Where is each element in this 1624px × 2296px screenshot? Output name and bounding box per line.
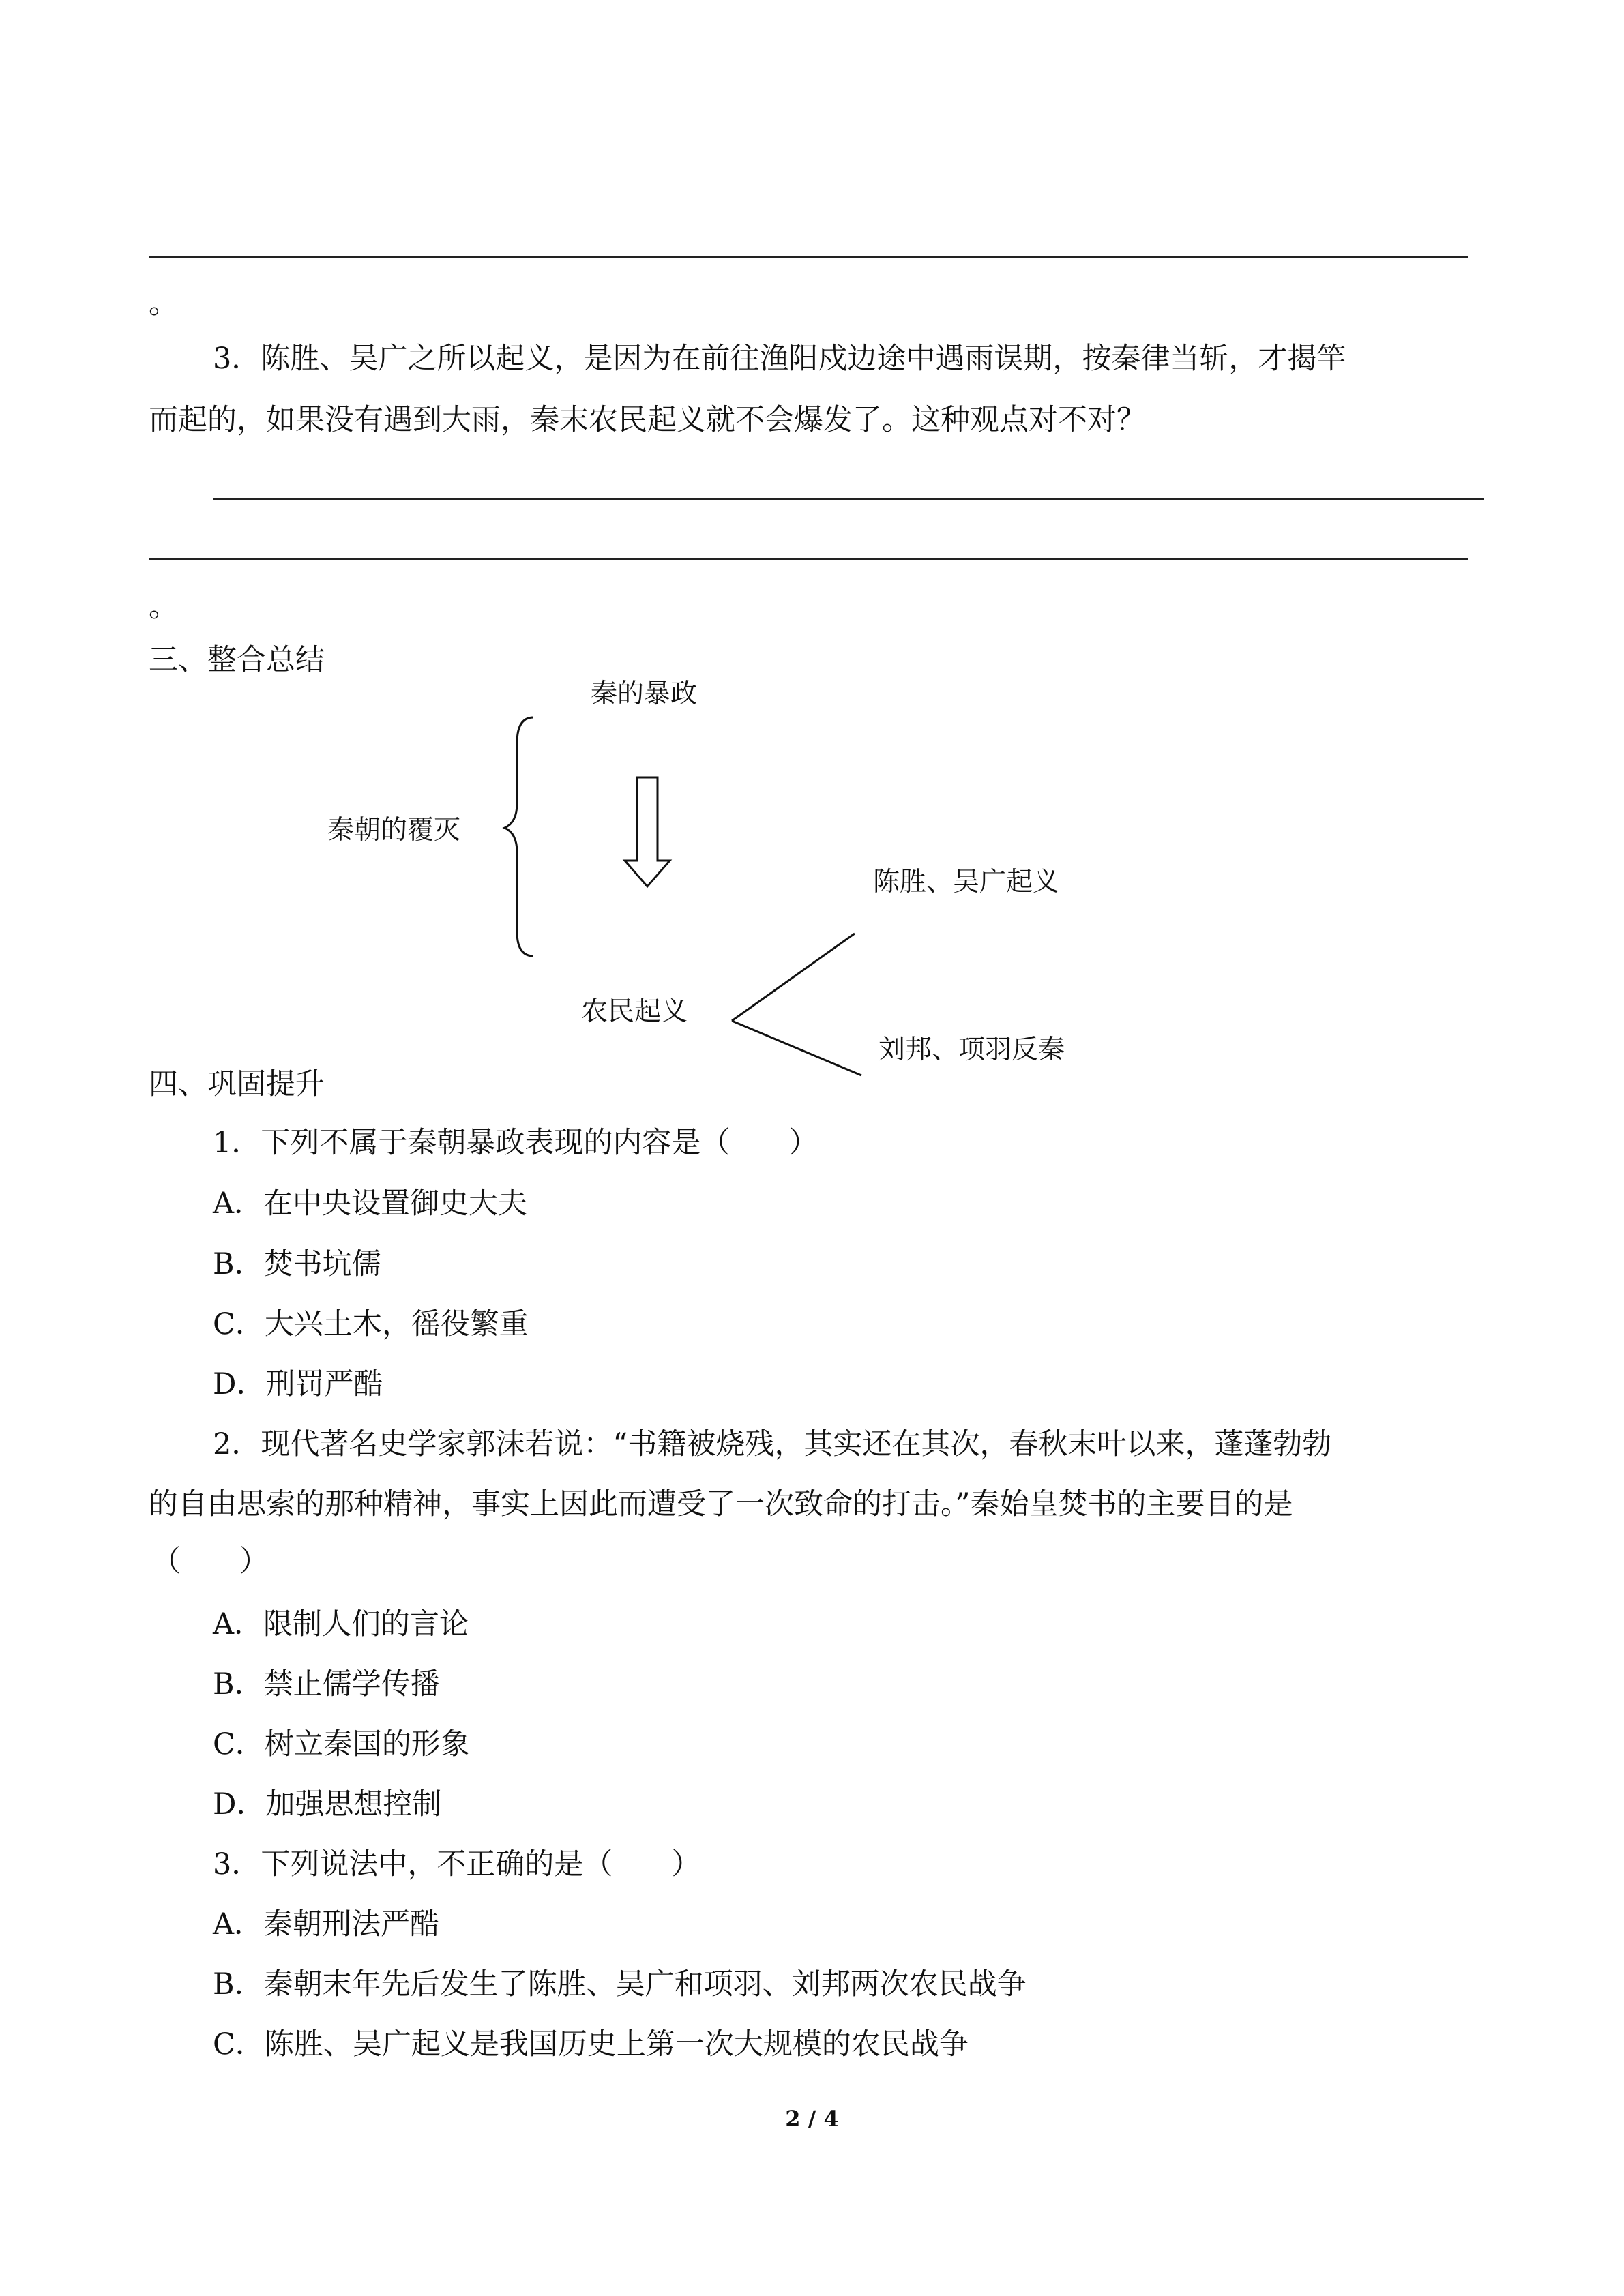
option-a: A．在中央设置御史大夫 <box>213 1187 528 1221</box>
section-heading: 三、整合总结 <box>149 643 325 677</box>
diagram-branch-upper: 陈胜、吴广起义 <box>873 867 1060 897</box>
question-stem: 的自由思索的那种精神，事实上因此而遭受了一次致命的打击。”秦始皇焚书的主要目的是 <box>149 1487 1293 1521</box>
option-b: B．秦朝末年先后发生了陈胜、吴广和项羽、刘邦两次农民战争 <box>213 1967 1027 2001</box>
diagram-node-left: 秦朝的覆灭 <box>327 815 461 846</box>
option-d: D．刑罚严酷 <box>213 1367 383 1401</box>
end-mark: 。 <box>149 286 178 320</box>
question-stem: （ ） <box>151 1545 269 1579</box>
option-a: A．秦朝刑法严酷 <box>213 1907 440 1941</box>
page-number: 2 / 4 <box>785 2106 839 2132</box>
brace-shape <box>505 717 533 956</box>
question-stem: 3．下列说法中，不正确的是（ ） <box>213 1847 701 1881</box>
option-a: A．限制人们的言论 <box>213 1607 469 1641</box>
section-heading: 四、巩固提升 <box>149 1067 325 1101</box>
option-c: C．树立秦国的形象 <box>213 1727 470 1761</box>
branch-line-upper <box>732 934 855 1021</box>
down-arrow-shape <box>625 777 670 886</box>
question-text: 而起的，如果没有遇到大雨，秦末农民起义就不会爆发了。这种观点对不对？ <box>149 403 1146 437</box>
diagram-node-top: 秦的暴政 <box>591 679 698 709</box>
question-text: 3．陈胜、吴广之所以起义，是因为在前往渔阳戍边途中遇雨误期，按秦律当斩，才揭竿 <box>213 342 1346 376</box>
diagram-branch-lower: 刘邦、项羽反秦 <box>879 1034 1065 1065</box>
question-stem: 1．下列不属于秦朝暴政表现的内容是（ ） <box>213 1126 818 1160</box>
branch-line-lower <box>732 1021 861 1075</box>
option-d: D．加强思想控制 <box>213 1787 442 1821</box>
question-stem: 2．现代著名史学家郭沫若说：“书籍被烧残，其实还在其次，春秋末叶以来，蓬蓬勃勃 <box>213 1427 1332 1461</box>
option-b: B．焚书坑儒 <box>213 1247 381 1281</box>
option-c: C．陈胜、吴广起义是我国历史上第一次大规模的农民战争 <box>213 2027 969 2061</box>
option-b: B．禁止儒学传播 <box>213 1667 440 1701</box>
diagram-node-bottom: 农民起义 <box>581 996 688 1027</box>
end-mark: 。 <box>149 590 178 624</box>
option-c: C．大兴土木，徭役繁重 <box>213 1307 529 1341</box>
